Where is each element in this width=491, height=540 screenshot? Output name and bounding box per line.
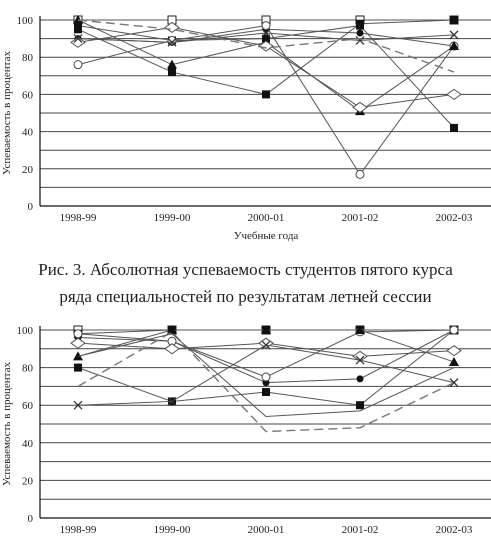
y-tick-label: 100 xyxy=(16,15,33,27)
x-tick-label: 2001-02 xyxy=(341,524,379,536)
series-5-point xyxy=(168,36,176,44)
series-7-point xyxy=(259,338,273,348)
caption-line-1: Рис. 3. Абсолютная успеваемость студентов пятого курса xyxy=(38,260,453,279)
y-tick-label: 80 xyxy=(22,52,33,65)
x-tick-label: 2002-03 xyxy=(435,524,473,536)
x-tick-label: 2002-03 xyxy=(435,212,473,224)
x-axis-label: Учебные года xyxy=(233,230,299,242)
figure-caption xyxy=(0,256,491,310)
y-axis-label: Успеваемость в процентах xyxy=(1,51,13,175)
series-5-point xyxy=(74,330,82,338)
series-3-point xyxy=(450,124,458,132)
caption-line-2: ряда специальностей по результатам летней сессии xyxy=(59,287,432,306)
series-5-point xyxy=(74,61,82,69)
series-line-5 xyxy=(78,330,454,377)
chart-bottom xyxy=(0,318,491,540)
x-tick-label: 2001-02 xyxy=(341,212,379,224)
series-5-point xyxy=(356,170,364,178)
y-tick-label: 40 xyxy=(22,437,33,450)
y-tick-label: 0 xyxy=(27,513,33,525)
series-2-point xyxy=(168,68,176,76)
series-5-point xyxy=(450,326,458,334)
y-tick-label: 20 xyxy=(22,163,33,176)
x-tick-label: 2000-01 xyxy=(247,212,285,224)
series-6-point xyxy=(449,357,459,366)
x-tick-label: 2000-01 xyxy=(247,524,285,536)
y-tick-label: 80 xyxy=(22,362,33,375)
series-2-point xyxy=(74,364,82,372)
series-8-point xyxy=(450,379,458,387)
x-tick-label: 1999-00 xyxy=(153,524,191,536)
series-5-point xyxy=(262,373,270,381)
x-tick-label: 1998-99 xyxy=(59,524,97,536)
series-7-point xyxy=(447,346,461,356)
y-tick-label: 0 xyxy=(27,201,33,213)
series-5-point xyxy=(262,22,270,30)
series-4-point xyxy=(357,375,364,382)
series-4-point xyxy=(357,30,364,37)
x-tick-label: 1999-00 xyxy=(153,212,191,224)
series-7-point xyxy=(71,338,85,348)
series-2-point xyxy=(450,16,458,24)
series-3-point xyxy=(356,22,364,30)
series-7-point xyxy=(165,344,179,354)
series-2-point xyxy=(262,388,270,396)
y-tick-label: 60 xyxy=(22,400,33,413)
series-2-point xyxy=(356,401,364,409)
y-axis-label: Успеваемость в процентах xyxy=(1,362,13,486)
y-tick-label: 100 xyxy=(16,325,33,337)
series-7-point xyxy=(447,89,461,99)
x-tick-label: 1998-99 xyxy=(59,212,97,224)
y-tick-label: 60 xyxy=(22,89,33,102)
y-tick-label: 40 xyxy=(22,126,33,139)
series-2-point xyxy=(262,90,270,98)
chart-top xyxy=(0,0,491,250)
y-tick-label: 20 xyxy=(22,475,33,488)
